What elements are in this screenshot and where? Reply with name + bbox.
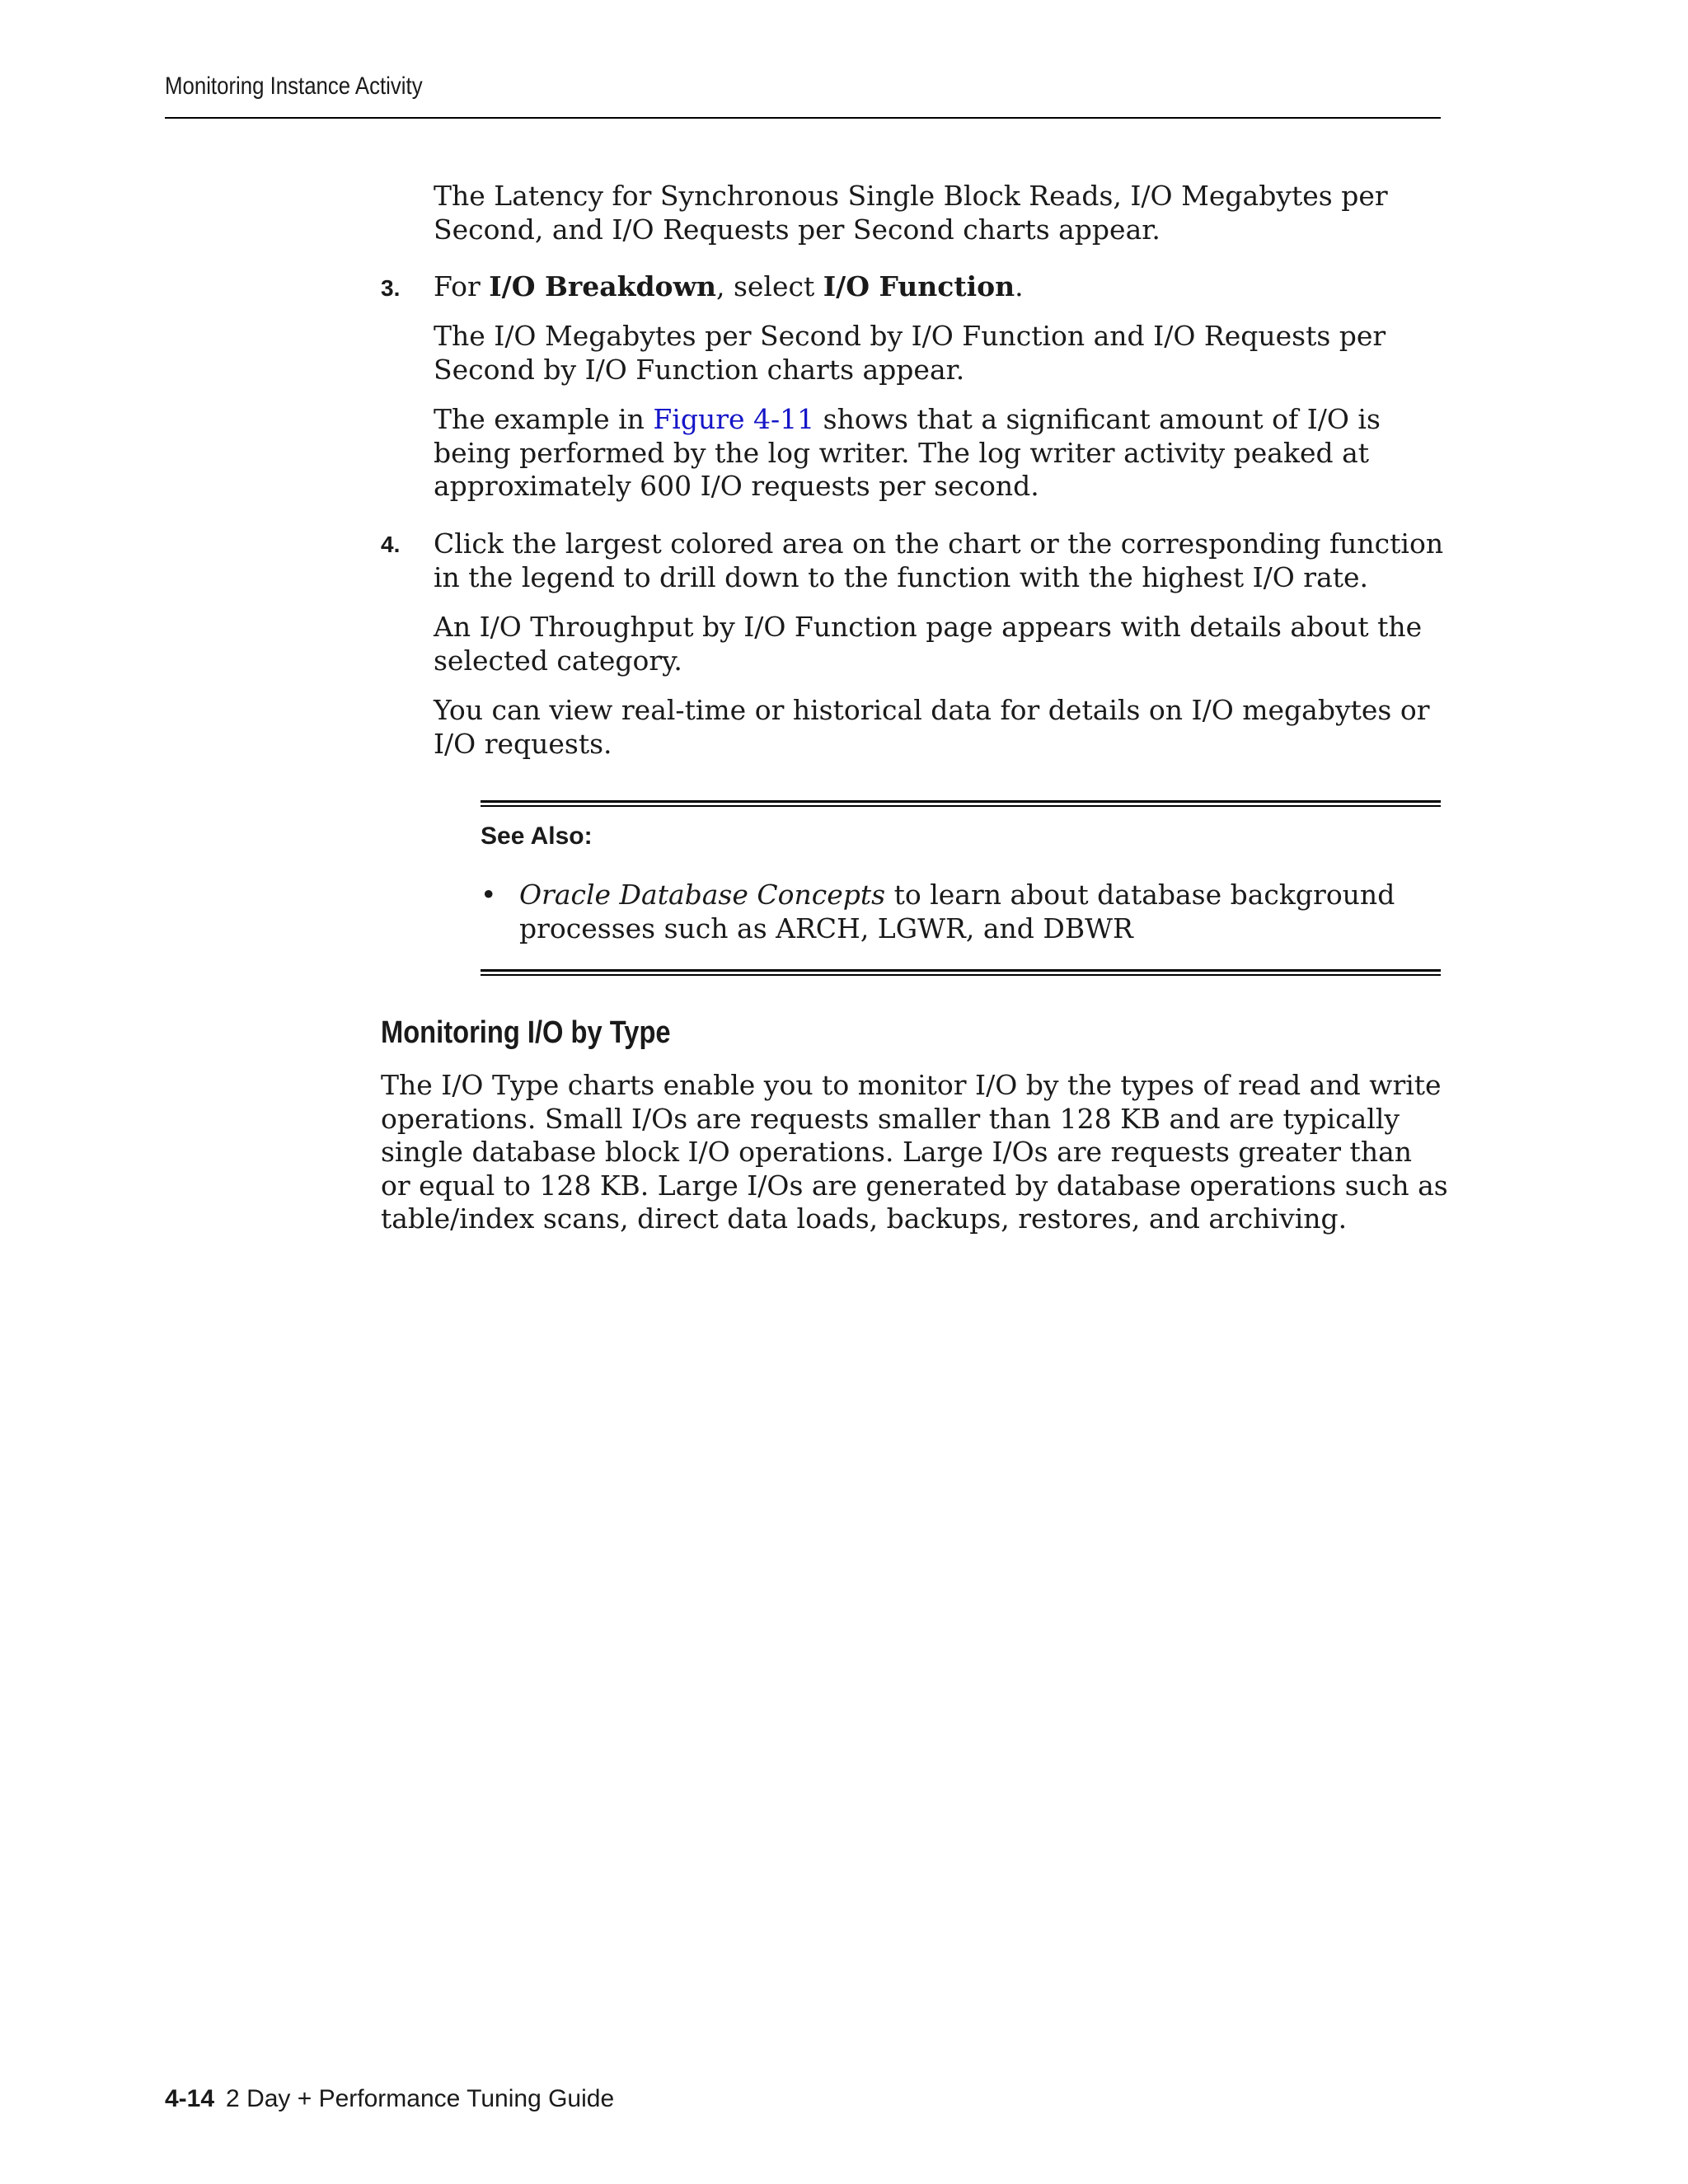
see-also-item: [519, 879, 1441, 945]
section-body: The I/O Type charts enable you to monitor I/O by the types of read and write operations. Small I/Os are requests smaller than 128 KB and are typically single database block I/O operations. Large I/Os are requests greater than or equal to 128 KB. Large I/Os are generated by database operations such as table/index scans, direct data loads, backups, restores, and archiving.: [381, 1069, 1448, 1235]
running-header: Monitoring Instance Activity: [165, 73, 423, 100]
step-3-example: [434, 403, 1447, 504]
step-3-number: 3.: [381, 275, 401, 301]
step-4-number: 4.: [381, 532, 401, 557]
intro-paragraph: [434, 180, 1447, 246]
page-number: 4-14: [165, 2085, 215, 2112]
step-3-prefix: For: [434, 270, 490, 302]
see-also-bottom-rule-2: [481, 974, 1441, 976]
step-3-suffix: .: [1015, 270, 1024, 302]
step-4-note: [434, 694, 1447, 761]
intro-text: The Latency for Synchronous Single Block Reads, I/O Megabytes per Second, and I/O Requests per Second charts appear.: [434, 180, 1388, 246]
io-function-label: I/O Function: [823, 270, 1015, 302]
io-breakdown-label: I/O Breakdown: [489, 270, 716, 302]
step-4-result: [434, 611, 1447, 677]
section-heading: Monitoring I/O by Type: [381, 1015, 671, 1050]
step-3-result: [434, 320, 1447, 387]
page-footer: [165, 2085, 614, 2113]
see-also-item-text: to learn about database background processes such as ARCH, LGWR, and DBWR: [519, 879, 1395, 944]
see-also-title: See Also:: [481, 823, 593, 850]
example-suffix: shows that a significant amount of I/O is being performed by the log writer. The log writer activity peaked at approximately 600 I/O requests per second.: [434, 403, 1381, 502]
see-also-bottom-rule: [481, 969, 1441, 972]
step-3-result-text: The I/O Megabytes per Second by I/O Function and I/O Requests per Second by I/O Function charts appear.: [434, 320, 1386, 386]
step-3-middle: , select: [715, 270, 823, 302]
see-also-top-rule-2: [481, 805, 1441, 807]
step-4-text: Click the largest colored area on the chart or the corresponding function in the legend to drill down to the function with the highest I/O rate.: [434, 527, 1444, 593]
bullet-icon: •: [481, 879, 497, 911]
concepts-book-title: Oracle Database Concepts: [519, 879, 886, 911]
figure-4-11-link[interactable]: Figure 4-11: [653, 403, 815, 435]
see-also-top-rule: [481, 800, 1441, 803]
step-4-instruction: [434, 527, 1447, 594]
step-4-note-text: You can view real-time or historical data for details on I/O megabytes or I/O requests.: [434, 694, 1430, 760]
footer-book-title: 2 Day + Performance Tuning Guide: [226, 2085, 615, 2112]
step-3-instruction: [434, 270, 1447, 304]
step-4-result-text: An I/O Throughput by I/O Function page appears with details about the selected category.: [434, 611, 1423, 677]
example-prefix: The example in: [434, 403, 654, 435]
header-rule: [165, 117, 1441, 119]
